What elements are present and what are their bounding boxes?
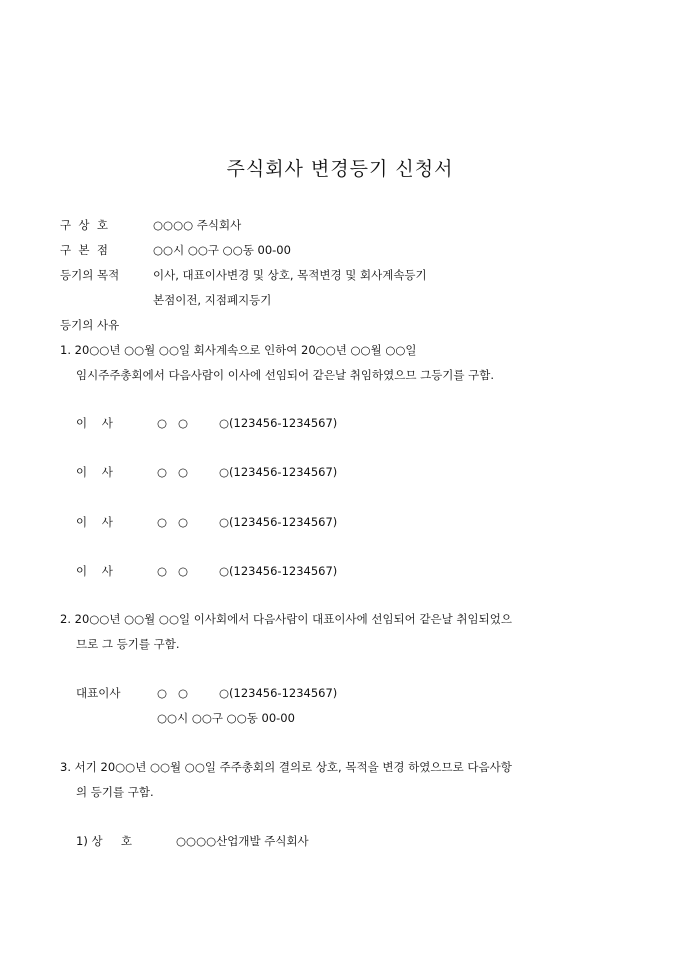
item3-line-2: 의 등기를 구함.	[76, 785, 154, 799]
item2-line-2: 므로 그 등기를 구함.	[76, 637, 180, 651]
item1-line-2: 임시주주총회에서 다음사람이 이사에 선임되어 같은날 취임하였으므 그등기를 구함.	[76, 368, 495, 382]
director-role: 이 사	[76, 564, 113, 578]
director-id: ○(123456-1234567)	[219, 416, 338, 430]
old-name-label: 구 상 호	[60, 218, 108, 232]
purpose-line-1: 이사, 대표이사변경 및 상호, 목적변경 및 회사계속등기	[153, 268, 427, 282]
director-name: ○ ○	[157, 564, 189, 578]
director-name: ○ ○	[157, 465, 189, 479]
old-hq-label: 구 본 점	[60, 243, 108, 257]
director-role: 이 사	[76, 465, 113, 479]
item1-line-1: 1. 20○○년 ○○월 ○○일 회사계속으로 인하여 20○○년 ○○월 ○○일	[60, 343, 417, 357]
item3-sub1-label: 1) 상 호	[76, 834, 132, 848]
director-name: ○ ○	[157, 416, 189, 430]
director-role: 이 사	[76, 416, 113, 430]
reason-label: 등기의 사유	[60, 318, 120, 332]
purpose-line-2: 본점이전, 지점폐지등기	[153, 293, 272, 307]
old-hq-value: ○○시 ○○구 ○○동 00-00	[153, 243, 291, 257]
director-id: ○(123456-1234567)	[219, 564, 338, 578]
old-name-value: ○○○○ 주식회사	[153, 218, 242, 232]
director-id: ○(123456-1234567)	[219, 465, 338, 479]
rep-director-id: ○(123456-1234567)	[219, 686, 338, 700]
rep-director-address: ○○시 ○○구 ○○동 00-00	[157, 711, 295, 725]
item2-line-1: 2. 20○○년 ○○월 ○○일 이사회에서 다음사람이 대표이사에 선임되어 같은날 취임되었으	[60, 612, 512, 626]
director-id: ○(123456-1234567)	[219, 515, 338, 529]
item3-sub1-value: ○○○○산업개발 주식회사	[176, 834, 309, 848]
rep-director-name: ○ ○	[157, 686, 189, 700]
rep-director-role: 대표이사	[76, 686, 121, 700]
document-title: 주식회사 변경등기 신청서	[226, 158, 454, 180]
director-name: ○ ○	[157, 515, 189, 529]
director-role: 이 사	[76, 515, 113, 529]
purpose-label: 등기의 목적	[60, 268, 120, 282]
item3-line-1: 3. 서기 20○○년 ○○월 ○○일 주주총회의 결의로 상호, 목적을 변경 하였으므로 다음사항	[60, 760, 512, 774]
